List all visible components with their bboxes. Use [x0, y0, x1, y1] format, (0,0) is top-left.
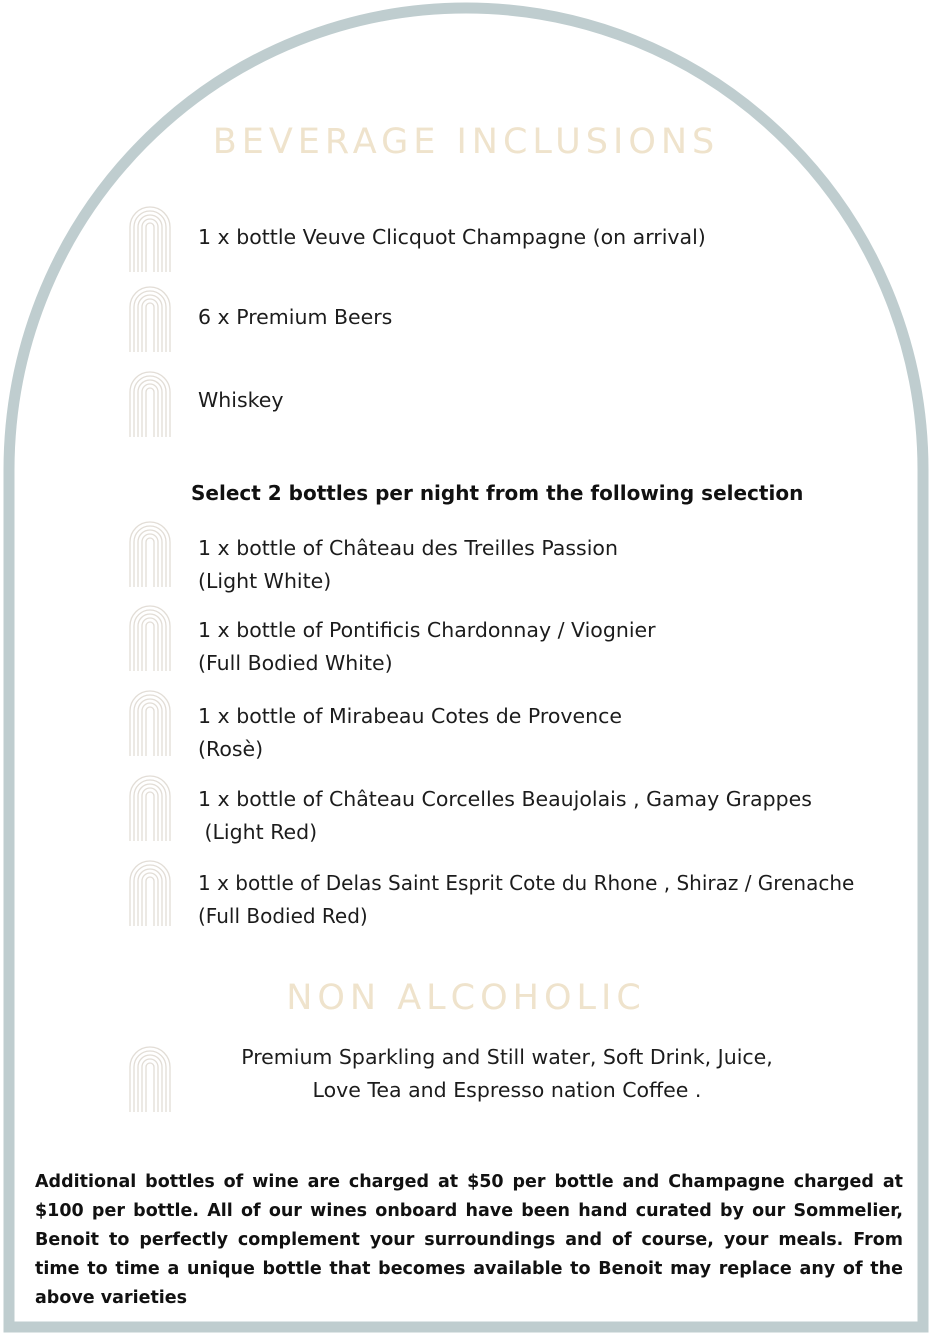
beverage-inclusions-heading: BEVERAGE INCLUSIONS: [212, 122, 720, 162]
non-alcoholic-line: Premium Sparkling and Still water, Soft Drink, Juice,: [241, 1045, 773, 1069]
wine-item-light-white: [198, 532, 618, 598]
item-line: 6 x Premium Beers: [198, 305, 393, 329]
wine-item-rose: [198, 700, 622, 766]
non-alcoholic-list: [150, 1041, 864, 1107]
wine-item-light-red: [198, 783, 812, 849]
wine-item-full-bodied-red: [198, 867, 854, 933]
item-style: (Full Bodied Red): [198, 904, 368, 928]
item-line: Whiskey: [198, 388, 284, 412]
item-line: 1 x bottle of Delas Saint Esprit Cote du Rhone , Shiraz / Grenache: [198, 871, 855, 895]
included-item-whiskey: [198, 384, 284, 417]
item-line: 1 x bottle Veuve Clicquot Champagne (on arrival): [198, 225, 706, 249]
arch-icon: [129, 605, 171, 671]
item-style: (Light White): [198, 569, 332, 593]
item-line: 1 x bottle of Château Corcelles Beaujolais , Gamay Grappes: [198, 787, 812, 811]
arch-icon: [129, 206, 171, 272]
included-item-champagne: [198, 221, 706, 254]
arch-icon: [129, 775, 171, 841]
non-alcoholic-heading: NON ALCOHOLIC: [286, 978, 646, 1018]
arch-icon: [129, 286, 171, 352]
item-line: 1 x bottle of Mirabeau Cotes de Provence: [198, 704, 622, 728]
arch-icon: [129, 521, 171, 587]
additional-bottles-note: Additional bottles of wine are charged at $50 per bottle and Champagne charged at $100 per bottle. All of our wines onboard have been hand curated by our Sommelier, Benoit to perfectly complement your surroundings and of course, your meals. From time to time a unique bottle that becomes available to Benoit may replace any of the above varieties: [35, 1172, 903, 1308]
item-line: 1 x bottle of Pontificis Chardonnay / Viognier: [198, 618, 656, 642]
arch-icon: [129, 690, 171, 756]
item-style: (Full Bodied White): [198, 651, 393, 675]
arch-icon: [129, 860, 171, 926]
item-line: 1 x bottle of Château des Treilles Passion: [198, 536, 618, 560]
selection-heading: Select 2 bottles per night from the following selection: [191, 481, 804, 505]
non-alcoholic-line: Love Tea and Espresso nation Coffee .: [312, 1078, 702, 1102]
item-style: (Rosè): [198, 737, 264, 761]
arch-icon: [129, 371, 171, 437]
wine-item-full-bodied-white: [198, 614, 656, 680]
item-style: (Light Red): [198, 820, 318, 844]
included-item-beers: [198, 301, 392, 334]
